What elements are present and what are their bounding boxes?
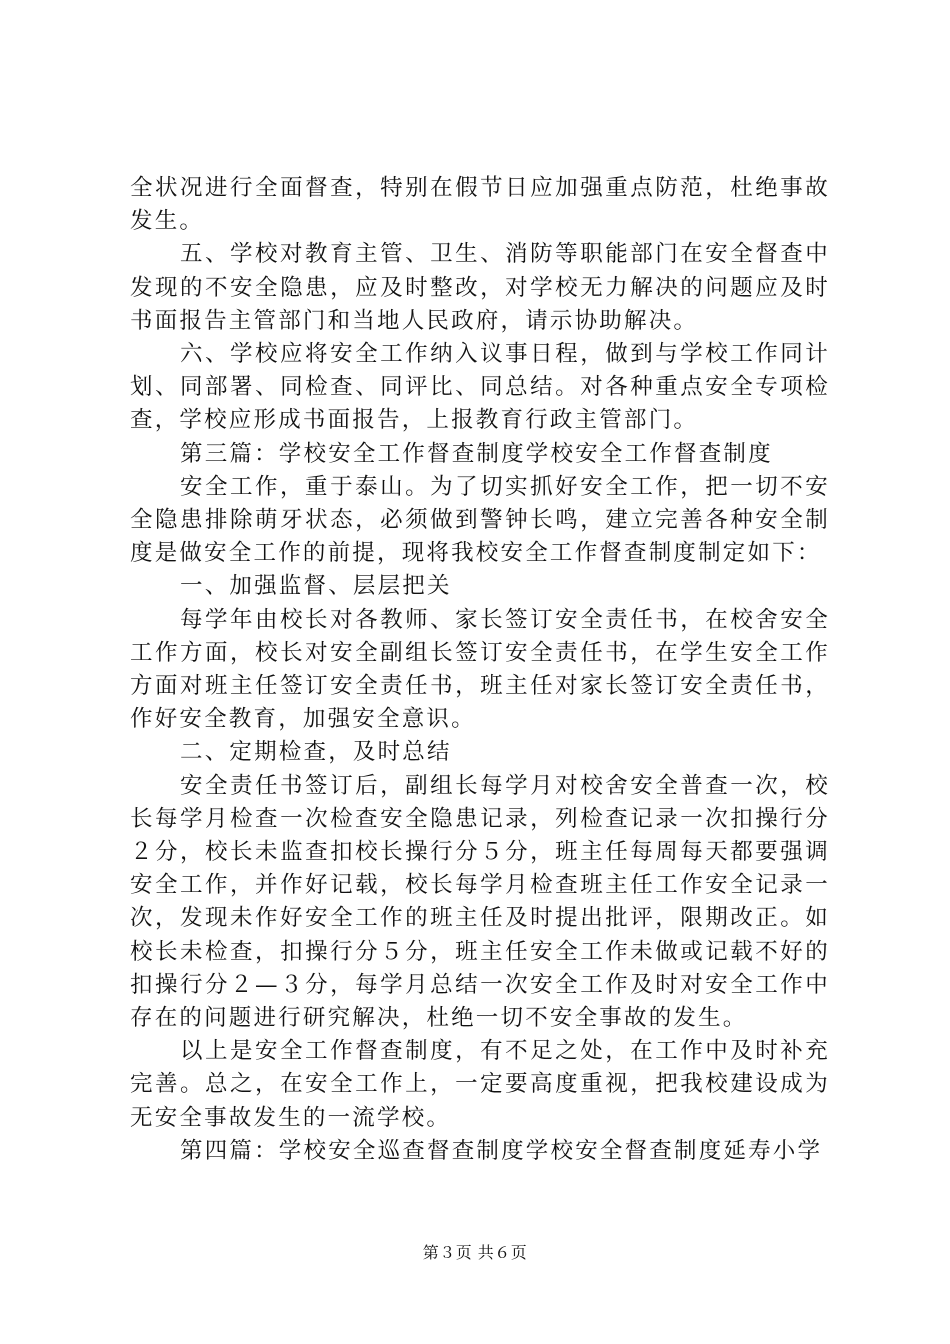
paragraph-inspection: 安全责任书签订后，副组长每学月对校舍安全普查一次，校长每学月检查一次检查安全隐患记录，列检查记录一次扣操行分２分，校长未监查扣校长操行分５分，班主任每周每天都要强调安全工作，并作好记载，校长每学月检查班主任工作安全记录一次，发现未作好安全工作的班主任及时提出批评，限期改正。如校长未检查，扣操行分５分，班主任安全工作未做或记载不好的扣操行分２—３分，每学月总结一次安全工作及时对安全工作中存在的问题进行研究解决，杜绝一切不安全事故的发生。 (130, 772, 830, 1032)
paragraph-continuation: 全状况进行全面督查，特别在假节日应加强重点防范，杜绝事故发生。 (130, 175, 830, 235)
paragraph-item-6: 六、学校应将安全工作纳入议事日程，做到与学校工作同计划、同部署、同检查、同评比、同总结。对各种重点安全专项检查，学校应形成书面报告，上报教育行政主管部门。 (130, 341, 830, 434)
section-title-part-4: 第四篇：学校安全巡查督查制度学校安全督查制度延寿小学 (180, 1137, 823, 1164)
subheading-2: 二、定期检查，及时总结 (180, 739, 452, 766)
paragraph-intro: 安全工作，重于泰山。为了切实抓好安全工作，把一切不安全隐患排除萌牙状态，必须做到警钟长鸣，建立完善各种安全制度是做安全工作的前提，现将我校安全工作督查制度制定如下： (130, 473, 830, 567)
document-body (130, 172, 830, 1168)
page-footer: 第３页 共６页 (422, 1243, 528, 1262)
paragraph-item-5: 五、学校对教育主管、卫生、消防等职能部门在安全督查中发现的不安全隐患，应及时整改，对学校无力解决的问题应及时书面报告主管部门和当地人民政府，请示协助解决。 (130, 241, 830, 334)
paragraph-supervision: 每学年由校长对各教师、家长签订安全责任书，在校舍安全工作方面，校长对安全副组长签订安全责任书，在学生安全工作方面对班主任签订安全责任书，班主任对家长签订安全责任书，作好安全教育，加强安全意识。 (130, 606, 830, 733)
section-title-part-3: 第三篇：学校安全工作督查制度学校安全工作督查制度 (180, 440, 773, 467)
paragraph-conclusion: 以上是安全工作督查制度，有不足之处，在工作中及时补充完善。总之，在安全工作上，一定要高度重视，把我校建设成为无安全事故发生的一流学校。 (130, 1038, 830, 1131)
subheading-1: 一、加强监督、层层把关 (180, 573, 452, 600)
